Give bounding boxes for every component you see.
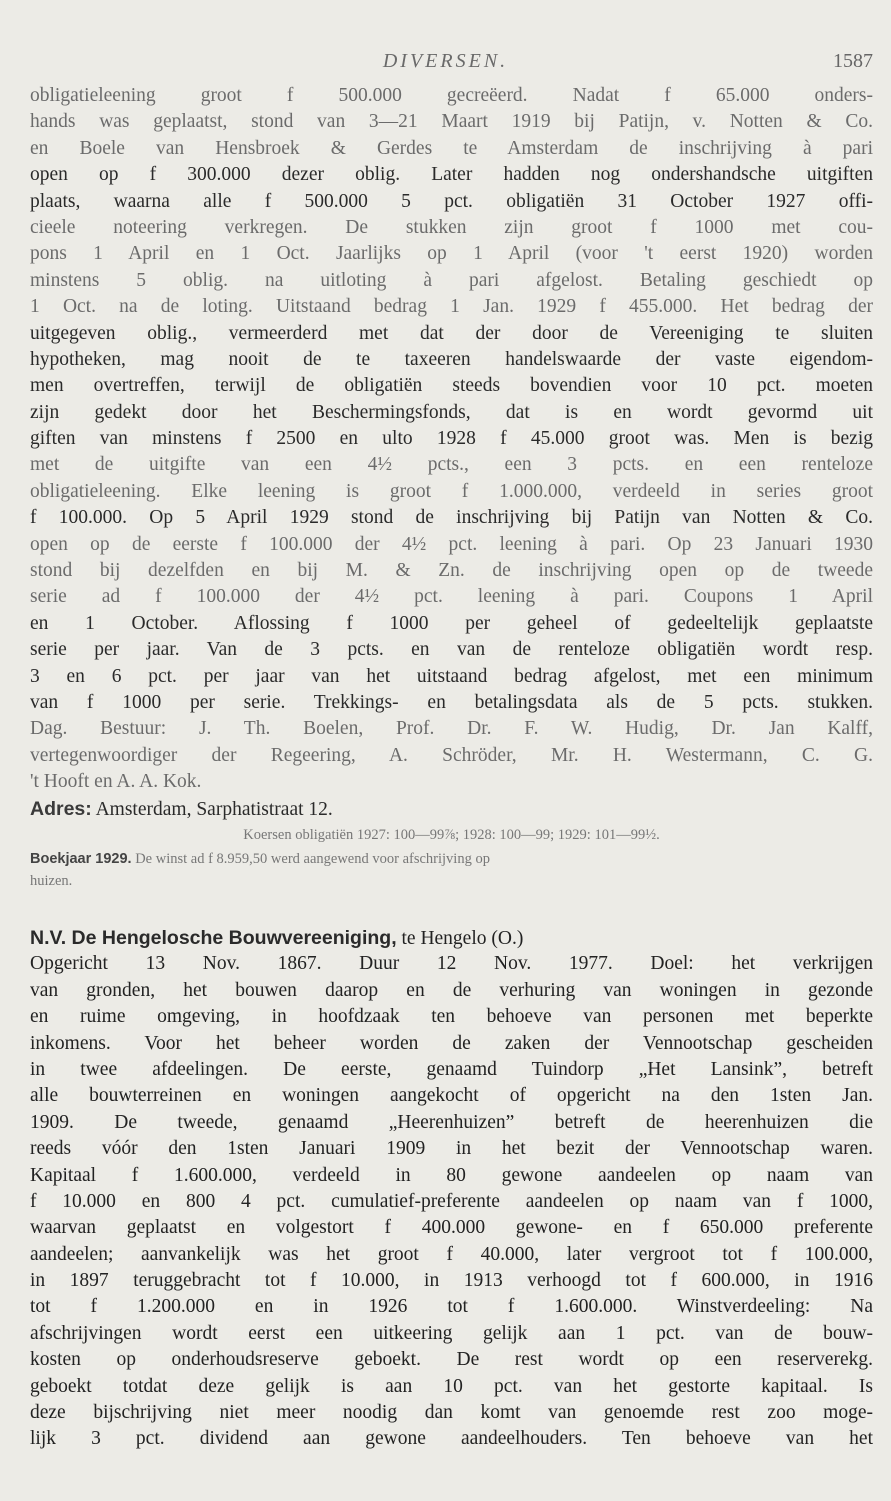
text-line: waarvan geplaatst en volgestort f 400.000 gewone- en f 650.000 preferente — [30, 1217, 873, 1239]
text-line: hands was geplaatst, stond van 3—21 Maart 1919 bij Patijn, v. Notten & Co. — [30, 111, 873, 133]
company-name: N.V. De Hengelosche Bouwvereeniging, — [30, 927, 397, 949]
text-line: f 10.000 en 800 4 pct. cumulatief-preferente aandeelen op naam van f 1000, — [30, 1190, 873, 1212]
text-line: open op de eerste f 100.000 der 4½ pct. leening à pari. Op 23 Januari 1930 — [30, 533, 873, 555]
boekjaar-label: Boekjaar 1929. — [30, 850, 132, 867]
text-line: geboekt totdat deze gelijk is aan 10 pct. van het gestorte kapitaal. Is — [30, 1375, 873, 1397]
address-line — [30, 796, 873, 822]
text-line: vertegenwoordiger der Regeering, A. Schröder, Mr. H. Westermann, C. G. — [30, 744, 873, 766]
section-hengelosche-bouwvereeniging — [30, 925, 873, 1453]
text-line: afschrijvingen wordt eerst een uitkeering gelijk aan 1 pct. van de bouw- — [30, 1322, 873, 1344]
koersen-line: Koersen obligatiën 1927: 100—99⅞; 1928: 100—99; 1929: 101—99½. — [243, 826, 660, 843]
text-line: f 100.000. Op 5 April 1929 stond de inschrijving bij Patijn van Notten & Co. — [30, 507, 873, 529]
text-line: en 1 October. Aflossing f 1000 per geheel of gedeeltelijk geplaatste — [30, 612, 873, 634]
page-header — [0, 50, 891, 78]
text-line: lijk 3 pct. dividend aan gewone aandeelhouders. Ten behoeve van het — [30, 1428, 873, 1450]
text-line: aandeelen; aanvankelijk was het groot f 40.000, later vergroot tot f 100.000, — [30, 1243, 873, 1265]
text-line: minstens 5 oblig. na uitloting à pari afgelost. Betaling geschiedt op — [30, 269, 873, 291]
running-title: DIVERSEN. — [382, 50, 509, 72]
text-line: tot f 1.200.000 en in 1926 tot f 1.600.000. Winstverdeeling: Na — [30, 1296, 873, 1318]
text-line: uitgegeven oblig., vermeerderd met dat der door de Vereeniging te sluiten — [30, 322, 873, 344]
address-label: Adres: — [30, 797, 92, 820]
text-line: 1 Oct. na de loting. Uitstaand bedrag 1 Jan. 1929 f 455.000. Het bedrag der — [30, 296, 873, 318]
text-line: inkomens. Voor het beheer worden de zaken der Vennootschap gescheiden — [30, 1032, 873, 1054]
text-line: obligatieleening groot f 500.000 gecreëerd. Nadat f 65.000 onders- — [30, 85, 873, 106]
text-line: reeds vóór den 1sten Januari 1909 in het bezit der Vennootschap waren. — [30, 1138, 873, 1160]
text-line: zijn gedekt door het Beschermingsfonds, dat is en wordt gevormd uit — [30, 401, 873, 423]
text-line: met de uitgifte van een 4½ pcts., een 3 pcts. en een renteloze — [30, 454, 873, 476]
text-line: 't Hooft en A. A. Kok. — [30, 771, 202, 793]
text-line: men overtreffen, terwijl de obligatiën steeds bovendien voor 10 pct. moeten — [30, 375, 873, 397]
text-line: kosten op onderhoudsreserve geboekt. De rest wordt op een reserverekg. — [30, 1349, 873, 1371]
boekjaar-line — [30, 848, 873, 870]
text-line: serie ad f 100.000 der 4½ pct. leening à pari. Coupons 1 April — [30, 586, 873, 608]
page-number: 1587 — [833, 50, 873, 72]
text-line: Opgericht 13 Nov. 1867. Duur 12 Nov. 1977. Doel: het verkrijgen — [30, 953, 873, 975]
text-line: serie per jaar. Van de 3 pcts. en van de renteloze obligatiën wordt resp. — [30, 639, 873, 661]
boekjaar-text: De winst ad f 8.959,50 werd aangewend voor afschrijving op — [135, 850, 490, 867]
text-line: hypotheken, mag nooit de te taxeeren handelswaarde der vaste eigendom- — [30, 348, 873, 370]
text-line: en ruime omgeving, in hoofdzaak ten behoeve van personen met beperkte — [30, 1006, 873, 1028]
text-line: 3 en 6 pct. per jaar van het uitstaand bedrag afgelost, met een minimum — [30, 665, 873, 687]
text-line: deze bijschrijving niet meer noodig dan komt van genoemde rest zoo moge- — [30, 1402, 873, 1424]
text-line: en Boele van Hensbroek & Gerdes te Amsterdam de inschrijving à pari — [30, 137, 873, 159]
text-line: in 1897 teruggebracht tot f 10.000, in 1913 verhoogd tot f 600.000, in 1916 — [30, 1270, 873, 1292]
text-line: van gronden, het bouwen daarop en de verhuring van woningen in gezonde — [30, 979, 873, 1001]
text-line: Dag. Bestuur: J. Th. Boelen, Prof. Dr. F. W. Hudig, Dr. Jan Kalff, — [30, 718, 873, 740]
text-line: in twee afdeelingen. De eerste, genaamd Tuindorp „Het Lansink”, betreft — [30, 1058, 873, 1080]
section-obligaties — [30, 83, 873, 892]
text-line: Kapitaal f 1.600.000, verdeeld in 80 gewone aandeelen op naam van — [30, 1164, 873, 1186]
text-line: giften van minstens f 2500 en ulto 1928 f 45.000 groot was. Men is bezig — [30, 428, 873, 450]
text-line: van f 1000 per serie. Trekkings- en betalingsdata als de 5 pcts. stukken. — [30, 691, 873, 713]
text-line: obligatieleening. Elke leening is groot f 1.000.000, verdeeld in series groot — [30, 480, 873, 502]
text-line: alle bouwterreinen en woningen aangekocht of opgericht na den 1sten Jan. — [30, 1085, 873, 1107]
address-text: Amsterdam, Sarphatistraat 12. — [95, 798, 333, 820]
text-line: open op f 300.000 dezer oblig. Later hadden nog ondershandsche uitgiften — [30, 164, 873, 186]
boekjaar-continuation: huizen. — [30, 872, 73, 889]
text-line: stond bij dezelfden en bij M. & Zn. de inschrijving open op de tweede — [30, 560, 873, 582]
company-place: te Hengelo (O.) — [401, 928, 524, 949]
text-line: 1909. De tweede, genaamd „Heerenhuizen” betreft de heerenhuizen die — [30, 1111, 873, 1133]
text-line: plaats, waarna alle f 500.000 5 pct. obligatiën 31 October 1927 offi- — [30, 190, 873, 212]
text-line: pons 1 April en 1 Oct. Jaarlijks op 1 April (voor 't eerst 1920) worden — [30, 243, 873, 265]
text-line: cieele noteering verkregen. De stukken zijn groot f 1000 met cou- — [30, 216, 873, 238]
company-heading — [30, 925, 873, 951]
